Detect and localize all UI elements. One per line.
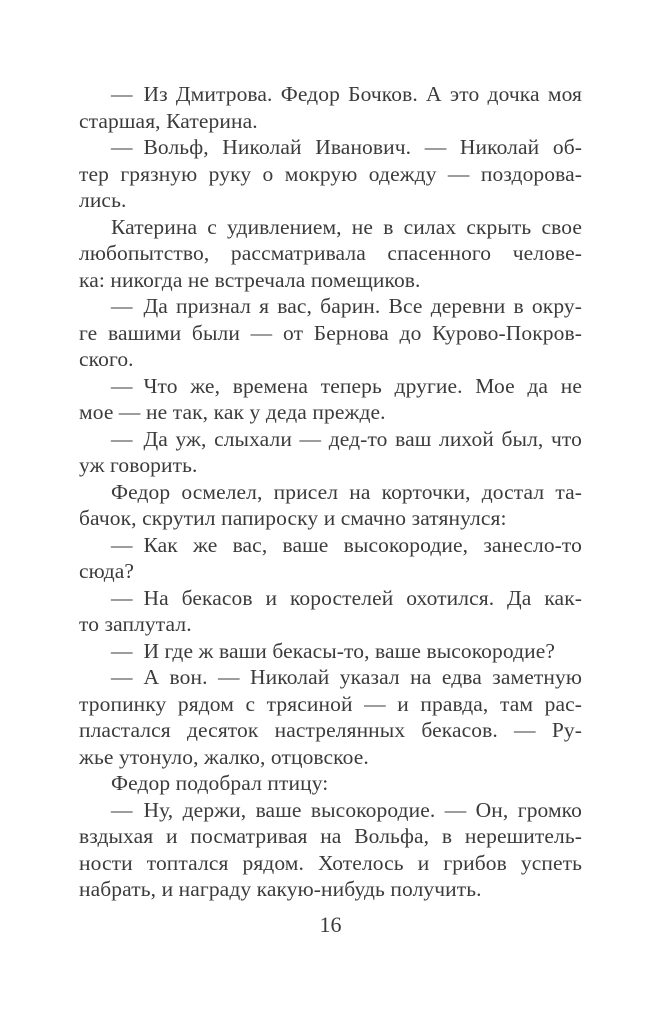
- text-line: Федор осмелел, присел на корточки, достал та-: [111, 479, 582, 504]
- text-line: — Ну, держи, ваше высокородие. — Он, громко: [111, 797, 582, 822]
- text-line: — Да признал я вас, барин. Все деревни в окру-: [111, 294, 582, 318]
- text-line: — И где ж ваши бекасы-то, ваше высокородие?: [111, 638, 556, 663]
- text-line: Катерина с удивлением, не в силах скрыть свое: [111, 214, 582, 239]
- text-line: — Да уж, слыхали — дед-то ваш лихой был, что: [111, 426, 582, 451]
- text-line: набрать, и награду какую-нибудь получить.: [79, 877, 482, 901]
- text-line: — Что же, времена теперь другие. Мое да не: [111, 373, 582, 398]
- text-line: бачок, скрутил папироску и смачно затянулся:: [79, 506, 507, 530]
- text-line: ге вашими были — от Бернова до Курово-Покров-: [79, 320, 582, 345]
- text-line: — Вольф, Николай Иванович. — Николай об-: [111, 135, 582, 159]
- text-line: лись.: [79, 188, 127, 212]
- text-line: ка: никогда не встречала помещиков.: [79, 267, 421, 292]
- text-line: старшая, Катерина.: [79, 108, 258, 133]
- text-line: — А вон. — Николай указал на едва заметную: [111, 665, 582, 689]
- text-line: любопытство, рассматривала спасенного челове-: [79, 241, 582, 265]
- text-line: пластался десяток настрелянных бекасов. — Ру-: [79, 718, 582, 742]
- text-line: — На бекасов и коростелей охотился. Да как-: [111, 585, 582, 610]
- text-line: ности топтался рядом. Хотелось и грибов успеть: [79, 850, 582, 875]
- text-line: уж говорить.: [79, 453, 198, 477]
- text-block: [79, 81, 582, 903]
- text-line: — Из Дмитрова. Федор Бочков. А это дочка моя: [111, 82, 582, 106]
- text-line: жье утонуло, жалко, отцовское.: [79, 744, 369, 769]
- text-line: мое — не так, как у деда прежде.: [79, 400, 386, 424]
- text-line: Федор подобрал птицу:: [111, 771, 329, 795]
- text-line: — Как же вас, ваше высокородие, занесло-то: [111, 532, 582, 557]
- text-line: то заплутал.: [79, 612, 192, 636]
- text-line: сюда?: [79, 559, 135, 583]
- text-line: ского.: [79, 347, 134, 371]
- text-line: тропинку рядом с трясиной — и правда, там рас-: [79, 691, 582, 716]
- page-number: 16: [319, 912, 342, 937]
- text-line: тер грязную руку о мокрую одежду — поздорова-: [79, 161, 582, 186]
- text-line: вздыхая и посматривая на Вольфа, в нерешитель-: [79, 824, 582, 848]
